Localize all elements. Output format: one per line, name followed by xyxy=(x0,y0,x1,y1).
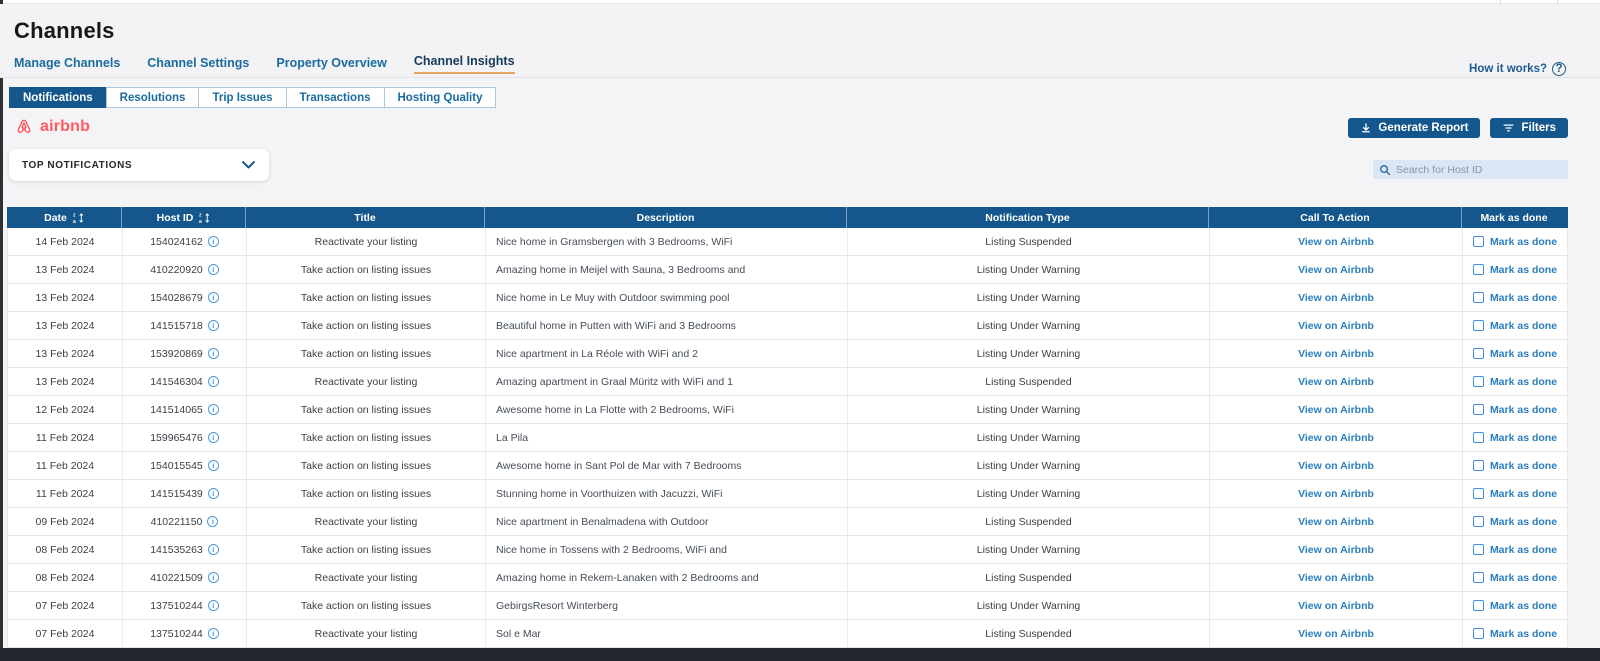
info-icon[interactable]: i xyxy=(208,460,219,471)
cell-mark-as-done xyxy=(1463,312,1567,339)
table-row xyxy=(8,508,1567,536)
cell-host-id: 141546304 i xyxy=(123,368,247,395)
mark-as-done-checkbox[interactable] xyxy=(1473,432,1484,443)
mark-as-done-checkbox[interactable] xyxy=(1473,488,1484,499)
info-icon[interactable]: i xyxy=(208,236,219,247)
cell-host-id: 159965476 i xyxy=(123,424,247,451)
cell-call-to-action xyxy=(1210,620,1463,647)
cell-title: Reactivate your listing xyxy=(247,508,486,535)
cell-notification-type: Listing Under Warning xyxy=(848,480,1210,507)
cell-date: 13 Feb 2024 xyxy=(8,340,123,367)
cell-mark-as-done xyxy=(1463,228,1567,255)
cell-host-id: 141514065 i xyxy=(123,396,247,423)
cell-host-id: 137510244 i xyxy=(123,592,247,619)
mark-as-done-label: Mark as done xyxy=(1489,263,1558,276)
tab-hosting-quality[interactable]: Hosting Quality xyxy=(384,87,497,108)
cell-mark-as-done xyxy=(1463,592,1567,619)
mark-as-done-label: Mark as done xyxy=(1489,431,1558,444)
cell-date: 11 Feb 2024 xyxy=(8,480,123,507)
cell-notification-type: Listing Suspended xyxy=(848,564,1210,591)
cell-title: Take action on listing issues xyxy=(247,480,486,507)
cell-description: La Pila xyxy=(486,424,848,451)
filters-button[interactable] xyxy=(1490,118,1568,138)
search-input[interactable] xyxy=(1396,164,1562,176)
mark-as-done-label: Mark as done xyxy=(1489,543,1558,556)
mark-as-done-checkbox[interactable] xyxy=(1473,376,1484,387)
table-row xyxy=(8,592,1567,620)
table-row xyxy=(8,312,1567,340)
cell-mark-as-done xyxy=(1463,284,1567,311)
mark-as-done-control[interactable] xyxy=(1473,628,1557,640)
cell-notification-type: Listing Under Warning xyxy=(848,256,1210,283)
cell-call-to-action xyxy=(1210,508,1463,535)
view-on-airbnb-link[interactable]: View on Airbnb xyxy=(1298,515,1374,528)
cell-call-to-action xyxy=(1210,228,1463,255)
cell-mark-as-done xyxy=(1463,368,1567,395)
top-notifications-dropdown[interactable] xyxy=(9,149,269,181)
cell-mark-as-done xyxy=(1463,396,1567,423)
sort-icon[interactable] xyxy=(199,212,210,224)
cell-title: Take action on listing issues xyxy=(247,424,486,451)
cell-host-id: 137510244 i xyxy=(123,620,247,647)
info-icon[interactable]: i xyxy=(207,516,218,527)
generate-report-button[interactable] xyxy=(1348,118,1480,138)
column-header-notification-type: Notification Type xyxy=(847,207,1209,228)
mark-as-done-control[interactable] xyxy=(1473,432,1557,444)
cell-mark-as-done xyxy=(1463,452,1567,479)
cell-call-to-action xyxy=(1210,592,1463,619)
cell-mark-as-done xyxy=(1463,340,1567,367)
view-on-airbnb-link[interactable]: View on Airbnb xyxy=(1298,375,1374,388)
cell-date: 08 Feb 2024 xyxy=(8,564,123,591)
view-on-airbnb-link[interactable]: View on Airbnb xyxy=(1298,571,1374,584)
nav-channel-settings[interactable]: Channel Settings xyxy=(147,56,250,70)
mark-as-done-label: Mark as done xyxy=(1489,347,1558,360)
host-id-search[interactable] xyxy=(1373,160,1568,179)
mark-as-done-label: Mark as done xyxy=(1489,235,1558,248)
mark-as-done-label: Mark as done xyxy=(1489,459,1558,472)
how-it-works-label: How it works? xyxy=(1469,63,1547,75)
cell-call-to-action xyxy=(1210,480,1463,507)
view-on-airbnb-link[interactable]: View on Airbnb xyxy=(1298,431,1374,444)
cell-date: 11 Feb 2024 xyxy=(8,424,123,451)
page-title: Channels xyxy=(14,18,115,43)
cell-title: Reactivate your listing xyxy=(247,368,486,395)
cell-description: Nice apartment in La Réole with WiFi and 2 xyxy=(486,340,848,367)
mark-as-done-control[interactable] xyxy=(1473,348,1557,360)
cell-description: Awesome home in La Flotte with 2 Bedrooms, WiFi xyxy=(486,396,848,423)
dropdown-label: TOP NOTIFICATIONS xyxy=(22,159,133,171)
mark-as-done-checkbox[interactable] xyxy=(1473,264,1484,275)
airbnb-belo-icon xyxy=(14,117,34,137)
how-it-works-link[interactable] xyxy=(1469,62,1566,76)
table-row xyxy=(8,452,1567,480)
cell-host-id: 141515439 i xyxy=(123,480,247,507)
cell-description: Awesome home in Sant Pol de Mar with 7 Bedrooms xyxy=(486,452,848,479)
chevron-down-icon[interactable] xyxy=(241,160,256,170)
mark-as-done-control[interactable] xyxy=(1473,572,1557,584)
search-icon xyxy=(1379,164,1391,176)
cell-host-id: 410220920 i xyxy=(123,256,247,283)
table-row xyxy=(8,396,1567,424)
svg-text:z: z xyxy=(199,212,202,219)
insight-tabs xyxy=(9,87,496,108)
toolbar xyxy=(1348,118,1568,138)
channel-logo xyxy=(14,117,90,137)
mark-as-done-control[interactable] xyxy=(1473,264,1557,276)
cell-call-to-action xyxy=(1210,312,1463,339)
cell-title: Take action on listing issues xyxy=(247,284,486,311)
sort-icon[interactable] xyxy=(73,212,84,224)
cell-description: Amazing home in Rekem-Lanaken with 2 Bedrooms and xyxy=(486,564,848,591)
cell-title: Take action on listing issues xyxy=(247,396,486,423)
cell-description: Nice home in Le Muy with Outdoor swimming pool xyxy=(486,284,848,311)
cell-notification-type: Listing Under Warning xyxy=(848,452,1210,479)
cell-host-id: 154015545 i xyxy=(123,452,247,479)
mark-as-done-label: Mark as done xyxy=(1489,487,1558,500)
mark-as-done-checkbox[interactable] xyxy=(1473,236,1484,247)
view-on-airbnb-link[interactable]: View on Airbnb xyxy=(1298,403,1374,416)
column-header-host-id[interactable]: Host ID z a xyxy=(122,207,246,228)
cell-date: 07 Feb 2024 xyxy=(8,620,123,647)
cell-title: Take action on listing issues xyxy=(247,340,486,367)
cell-date: 07 Feb 2024 xyxy=(8,592,123,619)
column-header-date[interactable]: Date z a xyxy=(7,207,122,228)
cell-date: 14 Feb 2024 xyxy=(8,228,123,255)
cell-notification-type: Listing Under Warning xyxy=(848,340,1210,367)
info-icon[interactable]: i xyxy=(208,432,219,443)
mark-as-done-label: Mark as done xyxy=(1489,627,1558,640)
cell-mark-as-done xyxy=(1463,536,1567,563)
column-header-description: Description xyxy=(485,207,847,228)
cell-mark-as-done xyxy=(1463,256,1567,283)
cell-host-id: 410221509 i xyxy=(123,564,247,591)
mark-as-done-checkbox[interactable] xyxy=(1473,572,1484,583)
svg-text:a: a xyxy=(199,218,203,224)
filter-icon xyxy=(1502,122,1515,134)
table-row xyxy=(8,564,1567,592)
table-row xyxy=(8,228,1567,256)
mark-as-done-control[interactable] xyxy=(1473,488,1557,500)
cell-notification-type: Listing Under Warning xyxy=(848,312,1210,339)
cell-date: 13 Feb 2024 xyxy=(8,312,123,339)
mark-as-done-label: Mark as done xyxy=(1489,571,1558,584)
mark-as-done-label: Mark as done xyxy=(1489,403,1558,416)
svg-text:z: z xyxy=(72,212,76,219)
bottom-bar xyxy=(0,648,1600,661)
filters-label: Filters xyxy=(1521,122,1556,134)
cell-host-id: 141535263 i xyxy=(123,536,247,563)
mark-as-done-checkbox[interactable] xyxy=(1473,544,1484,555)
mark-as-done-control[interactable] xyxy=(1473,376,1557,388)
cell-call-to-action xyxy=(1210,340,1463,367)
info-icon[interactable]: i xyxy=(208,544,219,555)
table-row xyxy=(8,256,1567,284)
nav-property-overview[interactable]: Property Overview xyxy=(276,56,387,70)
mark-as-done-control[interactable] xyxy=(1473,404,1557,416)
cell-call-to-action xyxy=(1210,564,1463,591)
mark-as-done-checkbox[interactable] xyxy=(1473,348,1484,359)
window-left-edge xyxy=(0,0,3,661)
cell-host-id: 154028679 i xyxy=(123,284,247,311)
cell-call-to-action xyxy=(1210,452,1463,479)
table-header xyxy=(7,207,1568,228)
mark-as-done-control[interactable] xyxy=(1473,516,1557,528)
column-header-mark-as-done: Mark as done xyxy=(1480,211,1548,224)
mark-as-done-checkbox[interactable] xyxy=(1473,600,1484,611)
mark-as-done-control[interactable] xyxy=(1473,460,1557,472)
cell-mark-as-done xyxy=(1463,424,1567,451)
mark-as-done-control[interactable] xyxy=(1473,236,1557,248)
cell-title: Take action on listing issues xyxy=(247,536,486,563)
info-icon[interactable]: i xyxy=(208,572,219,583)
cell-notification-type: Listing Under Warning xyxy=(848,396,1210,423)
view-on-airbnb-link[interactable]: View on Airbnb xyxy=(1298,291,1374,304)
cell-mark-as-done xyxy=(1463,620,1567,647)
info-icon[interactable]: i xyxy=(208,348,219,359)
mark-as-done-label: Mark as done xyxy=(1489,599,1558,612)
cell-host-id: 153920869 i xyxy=(123,340,247,367)
tab-resolutions[interactable]: Resolutions xyxy=(106,87,200,108)
view-on-airbnb-link[interactable]: View on Airbnb xyxy=(1298,235,1374,248)
cell-description: Amazing home in Meijel with Sauna, 3 Bedrooms and xyxy=(486,256,848,283)
cell-date: 11 Feb 2024 xyxy=(8,452,123,479)
cell-notification-type: Listing Suspended xyxy=(848,368,1210,395)
view-on-airbnb-link[interactable]: View on Airbnb xyxy=(1298,543,1374,556)
cell-date: 08 Feb 2024 xyxy=(8,536,123,563)
cell-title: Reactivate your listing xyxy=(247,228,486,255)
cell-description: Nice apartment in Benalmadena with Outdoor xyxy=(486,508,848,535)
cell-date: 12 Feb 2024 xyxy=(8,396,123,423)
mark-as-done-checkbox[interactable] xyxy=(1473,292,1484,303)
mark-as-done-checkbox[interactable] xyxy=(1473,516,1484,527)
mark-as-done-control[interactable] xyxy=(1473,292,1557,304)
column-header-call-to-action: Call To Action xyxy=(1209,207,1462,228)
info-icon[interactable]: i xyxy=(208,600,219,611)
cell-title: Take action on listing issues xyxy=(247,592,486,619)
table-row xyxy=(8,480,1567,508)
cell-call-to-action xyxy=(1210,284,1463,311)
cell-title: Reactivate your listing xyxy=(247,620,486,647)
generate-report-label: Generate Report xyxy=(1378,122,1469,134)
view-on-airbnb-link[interactable]: View on Airbnb xyxy=(1298,347,1374,360)
section-nav xyxy=(14,54,515,74)
svg-text:a: a xyxy=(72,218,76,224)
view-on-airbnb-link[interactable]: View on Airbnb xyxy=(1298,599,1374,612)
mark-as-done-label: Mark as done xyxy=(1489,375,1558,388)
cell-notification-type: Listing Under Warning xyxy=(848,536,1210,563)
column-header-title: Title xyxy=(246,207,485,228)
channel-name: airbnb xyxy=(40,118,91,135)
nav-manage-channels[interactable]: Manage Channels xyxy=(14,56,121,70)
table-row xyxy=(8,340,1567,368)
cell-date: 13 Feb 2024 xyxy=(8,368,123,395)
mark-as-done-control[interactable] xyxy=(1473,600,1557,612)
view-on-airbnb-link[interactable]: View on Airbnb xyxy=(1298,487,1374,500)
cell-call-to-action xyxy=(1210,536,1463,563)
cell-description: Sol e Mar xyxy=(486,620,848,647)
mark-as-done-control[interactable] xyxy=(1473,544,1557,556)
cell-date: 13 Feb 2024 xyxy=(8,256,123,283)
cell-host-id: 410221150 i xyxy=(123,508,247,535)
tab-trip-issues[interactable]: Trip Issues xyxy=(198,87,286,108)
cell-description: Nice home in Tossens with 2 Bedrooms, WiFi and xyxy=(486,536,848,563)
info-icon[interactable]: i xyxy=(208,320,219,331)
cell-description: Amazing apartment in Graal Müritz with WiFi and 1 xyxy=(486,368,848,395)
mark-as-done-label: Mark as done xyxy=(1489,291,1558,304)
cell-description: Stunning home in Voorthuizen with Jacuzzi, WiFi xyxy=(486,480,848,507)
mark-as-done-checkbox[interactable] xyxy=(1473,460,1484,471)
mark-as-done-checkbox[interactable] xyxy=(1473,404,1484,415)
cell-mark-as-done xyxy=(1463,508,1567,535)
view-on-airbnb-link[interactable]: View on Airbnb xyxy=(1298,459,1374,472)
nav-channel-insights[interactable]: Channel Insights xyxy=(414,54,515,74)
cell-call-to-action xyxy=(1210,256,1463,283)
cell-mark-as-done xyxy=(1463,480,1567,507)
cell-title: Reactivate your listing xyxy=(247,564,486,591)
cell-notification-type: Listing Suspended xyxy=(848,228,1210,255)
table-row xyxy=(8,424,1567,452)
cell-title: Take action on listing issues xyxy=(247,312,486,339)
cell-mark-as-done xyxy=(1463,564,1567,591)
cell-host-id: 141515718 i xyxy=(123,312,247,339)
info-icon[interactable]: i xyxy=(208,376,219,387)
mark-as-done-label: Mark as done xyxy=(1489,319,1558,332)
view-on-airbnb-link[interactable]: View on Airbnb xyxy=(1298,263,1374,276)
mark-as-done-label: Mark as done xyxy=(1489,515,1558,528)
cell-description: Beautiful home in Putten with WiFi and 3 Bedrooms xyxy=(486,312,848,339)
cell-host-id: 154024162 i xyxy=(123,228,247,255)
cell-description: GebirgsResort Winterberg xyxy=(486,592,848,619)
mark-as-done-control[interactable] xyxy=(1473,320,1557,332)
notifications-table xyxy=(7,207,1568,648)
cell-title: Take action on listing issues xyxy=(247,452,486,479)
mark-as-done-checkbox[interactable] xyxy=(1473,320,1484,331)
table-row xyxy=(8,284,1567,312)
table-body xyxy=(7,228,1568,648)
page-header xyxy=(0,4,1600,78)
info-icon[interactable]: i xyxy=(208,488,219,499)
info-icon[interactable]: i xyxy=(208,404,219,415)
cell-call-to-action xyxy=(1210,396,1463,423)
info-icon[interactable]: i xyxy=(208,628,219,639)
view-on-airbnb-link[interactable]: View on Airbnb xyxy=(1298,319,1374,332)
cell-call-to-action xyxy=(1210,424,1463,451)
table-row xyxy=(8,620,1567,647)
tab-transactions[interactable]: Transactions xyxy=(286,87,385,108)
cell-notification-type: Listing Under Warning xyxy=(848,424,1210,451)
tab-notifications[interactable]: Notifications xyxy=(9,87,107,108)
cell-notification-type: Listing Suspended xyxy=(848,620,1210,647)
cell-description: Nice home in Gramsbergen with 3 Bedrooms, WiFi xyxy=(486,228,848,255)
download-icon xyxy=(1360,122,1372,134)
cell-title: Take action on listing issues xyxy=(247,256,486,283)
info-icon[interactable]: i xyxy=(208,264,219,275)
view-on-airbnb-link[interactable]: View on Airbnb xyxy=(1298,627,1374,640)
cell-date: 13 Feb 2024 xyxy=(8,284,123,311)
cell-date: 09 Feb 2024 xyxy=(8,508,123,535)
question-icon[interactable]: ? xyxy=(1552,62,1566,76)
cell-notification-type: Listing Suspended xyxy=(848,508,1210,535)
mark-as-done-checkbox[interactable] xyxy=(1473,628,1484,639)
cell-notification-type: Listing Under Warning xyxy=(848,592,1210,619)
cell-call-to-action xyxy=(1210,368,1463,395)
info-icon[interactable]: i xyxy=(208,292,219,303)
table-row xyxy=(8,536,1567,564)
cell-notification-type: Listing Under Warning xyxy=(848,284,1210,311)
table-row xyxy=(8,368,1567,396)
